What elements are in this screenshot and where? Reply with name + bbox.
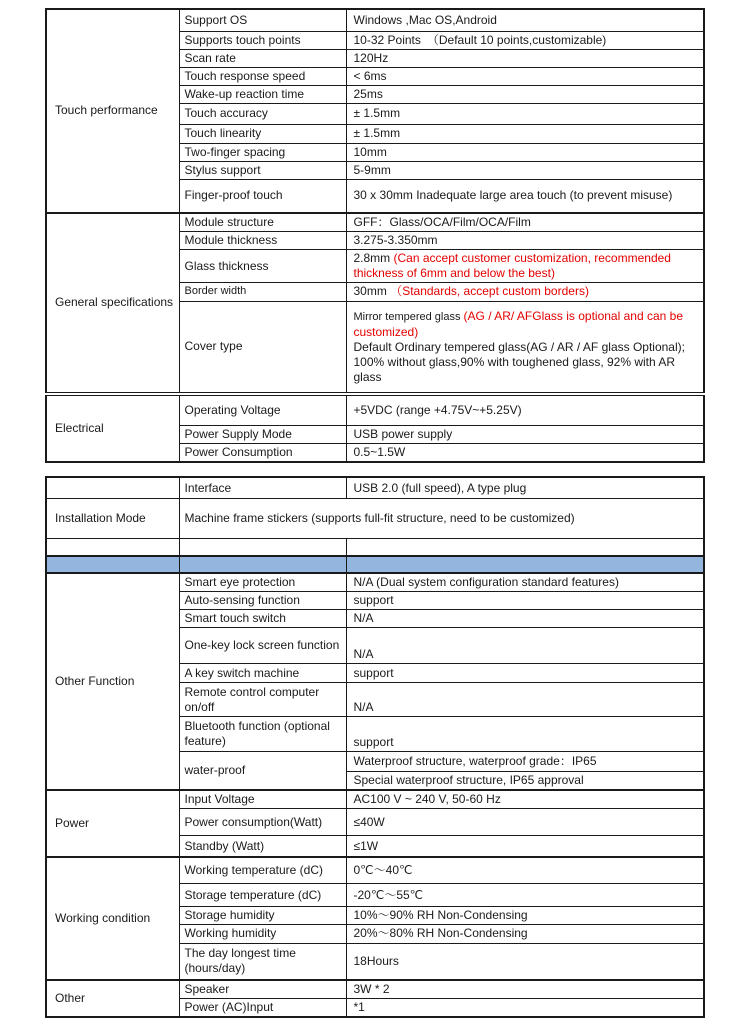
table-row <box>46 477 704 499</box>
row-value: Special waterproof structure, IP65 approval <box>346 772 704 791</box>
row-value: ± 1.5mm <box>346 124 704 143</box>
row-label: Module thickness <box>179 232 346 250</box>
row-value: N/A <box>346 683 704 717</box>
row-label: Module structure <box>179 213 346 232</box>
row-value: 3.275-3.350mm <box>346 232 704 250</box>
row-value: support <box>346 664 704 683</box>
table-row <box>46 9 704 31</box>
row-value: 10-32 Points （Default 10 points,customizable) <box>346 31 704 49</box>
row-label: A key switch machine <box>179 664 346 683</box>
section-label-other: Other <box>46 980 179 1017</box>
row-label: Border width <box>179 283 346 301</box>
row-value: 10mm <box>346 143 704 161</box>
row-label: Standby (Watt) <box>179 836 346 857</box>
row-value: Windows ,Mac OS,Android <box>346 9 704 31</box>
table-row <box>46 573 704 592</box>
row-value: 30 x 30mm Inadequate large area touch (to prevent misuse) <box>346 180 704 213</box>
row-label: Input Voltage <box>179 790 346 809</box>
row-label: Bluetooth function (optional feature) <box>179 717 346 752</box>
empty-section-cell <box>46 477 179 499</box>
empty-cell <box>346 539 704 556</box>
empty-row <box>46 539 704 556</box>
section-label-electrical: Electrical <box>46 394 179 462</box>
row-value: 5-9mm <box>346 162 704 180</box>
row-label: Power Supply Mode <box>179 425 346 443</box>
value-note-red: (AG / AR/ AFGlass is optional and can be customized) <box>353 308 683 339</box>
row-label: Stylus support <box>179 162 346 180</box>
row-value: 20%～80% RH Non-Condensing <box>346 925 704 943</box>
row-label: Operating Voltage <box>179 394 346 425</box>
row-value: N/A (Dual system configuration standard features) <box>346 573 704 592</box>
value-note-red: (Can accept customer customization, recommended thickness of 6mm and below the best) <box>353 251 671 281</box>
highlight-cell <box>346 556 704 573</box>
row-value: support <box>346 591 704 609</box>
row-value: 3W * 2 <box>346 980 704 999</box>
row-label: Remote control computer on/off <box>179 683 346 717</box>
section-label-working-condition: Working condition <box>46 857 179 980</box>
section-label-other-function: Other Function <box>46 573 179 790</box>
row-label: Touch response speed <box>179 67 346 85</box>
row-label: Scan rate <box>179 49 346 67</box>
section-label-touch-performance: Touch performance <box>46 9 179 213</box>
row-value: -20℃～55℃ <box>346 884 704 907</box>
row-label: water-proof <box>179 752 346 791</box>
spec-table-installation-function-power <box>45 476 705 1018</box>
highlight-row <box>46 556 704 573</box>
row-value: USB power supply <box>346 425 704 443</box>
row-value <box>346 283 704 301</box>
row-label: One-key lock screen function <box>179 628 346 664</box>
row-label: Speaker <box>179 980 346 999</box>
row-value: support <box>346 717 704 752</box>
row-label: Smart touch switch <box>179 610 346 628</box>
table-row <box>46 499 704 539</box>
row-label: Touch accuracy <box>179 103 346 124</box>
highlight-cell <box>46 556 179 573</box>
value-text: 2.8mm <box>353 251 394 266</box>
section-label-power: Power <box>46 790 179 857</box>
row-value: 0℃～40℃ <box>346 857 704 884</box>
spec-table-touch-general-electrical <box>45 8 705 463</box>
value-text: 30mm <box>353 284 391 299</box>
highlight-cell <box>179 556 346 573</box>
row-label: Auto-sensing function <box>179 591 346 609</box>
row-label: Two-finger spacing <box>179 143 346 161</box>
row-value: 18Hours <box>346 943 704 980</box>
row-label: The day longest time (hours/day) <box>179 943 346 980</box>
row-value: N/A <box>346 610 704 628</box>
row-value: Machine frame stickers (supports full-fit structure, need to be customized) <box>179 499 704 539</box>
table-row <box>46 213 704 232</box>
row-label: Supports touch points <box>179 31 346 49</box>
row-value: 25ms <box>346 85 704 103</box>
row-value: N/A <box>346 628 704 664</box>
table-row <box>46 790 704 809</box>
table-row <box>46 980 704 999</box>
table-row <box>46 857 704 884</box>
row-label: Power consumption(Watt) <box>179 809 346 836</box>
row-value: GFF：Glass/OCA/Film/OCA/Film <box>346 213 704 232</box>
row-label: Power Consumption <box>179 443 346 462</box>
row-value: ≤1W <box>346 836 704 857</box>
row-value: Waterproof structure, waterproof grade：IP65 <box>346 752 704 772</box>
row-label: Working humidity <box>179 925 346 943</box>
row-label: Cover type <box>179 301 346 394</box>
row-label: Support OS <box>179 9 346 31</box>
row-label: Finger-proof touch <box>179 180 346 213</box>
row-value: ± 1.5mm <box>346 103 704 124</box>
row-label: Power (AC)Input <box>179 999 346 1018</box>
table-spacer <box>45 463 750 476</box>
row-value: USB 2.0 (full speed), A type plug <box>346 477 704 499</box>
row-label: Touch linearity <box>179 124 346 143</box>
empty-cell <box>179 539 346 556</box>
value-text: Mirror tempered glass <box>353 310 464 323</box>
row-label: Storage temperature (dC) <box>179 884 346 907</box>
section-label-installation-mode: Installation Mode <box>46 499 179 539</box>
row-value: *1 <box>346 999 704 1018</box>
empty-cell <box>46 539 179 556</box>
row-value: AC100 V ~ 240 V, 50-60 Hz <box>346 790 704 809</box>
table-row <box>46 394 704 425</box>
row-value: +5VDC (range +4.75V~+5.25V) <box>346 394 704 425</box>
row-value: < 6ms <box>346 67 704 85</box>
value-note-red: （Standards, accept custom borders) <box>390 284 589 299</box>
row-label: Interface <box>179 477 346 499</box>
row-label: Smart eye protection <box>179 573 346 592</box>
row-value: ≤40W <box>346 809 704 836</box>
row-value: 120Hz <box>346 49 704 67</box>
row-label: Storage humidity <box>179 907 346 925</box>
row-value: 10%～90% RH Non-Condensing <box>346 907 704 925</box>
value-text-2: Default Ordinary tempered glass(AG / AR / AF glass Optional); 100% without glass,90% with toughened glass, 92% with AR glass <box>353 339 685 384</box>
row-value <box>346 250 704 283</box>
row-label: Glass thickness <box>179 250 346 283</box>
row-value: 0.5~1.5W <box>346 443 704 462</box>
section-label-general-specifications: General specifications <box>46 213 179 394</box>
row-value <box>346 301 704 394</box>
row-label: Wake-up reaction time <box>179 85 346 103</box>
row-label: Working temperature (dC) <box>179 857 346 884</box>
